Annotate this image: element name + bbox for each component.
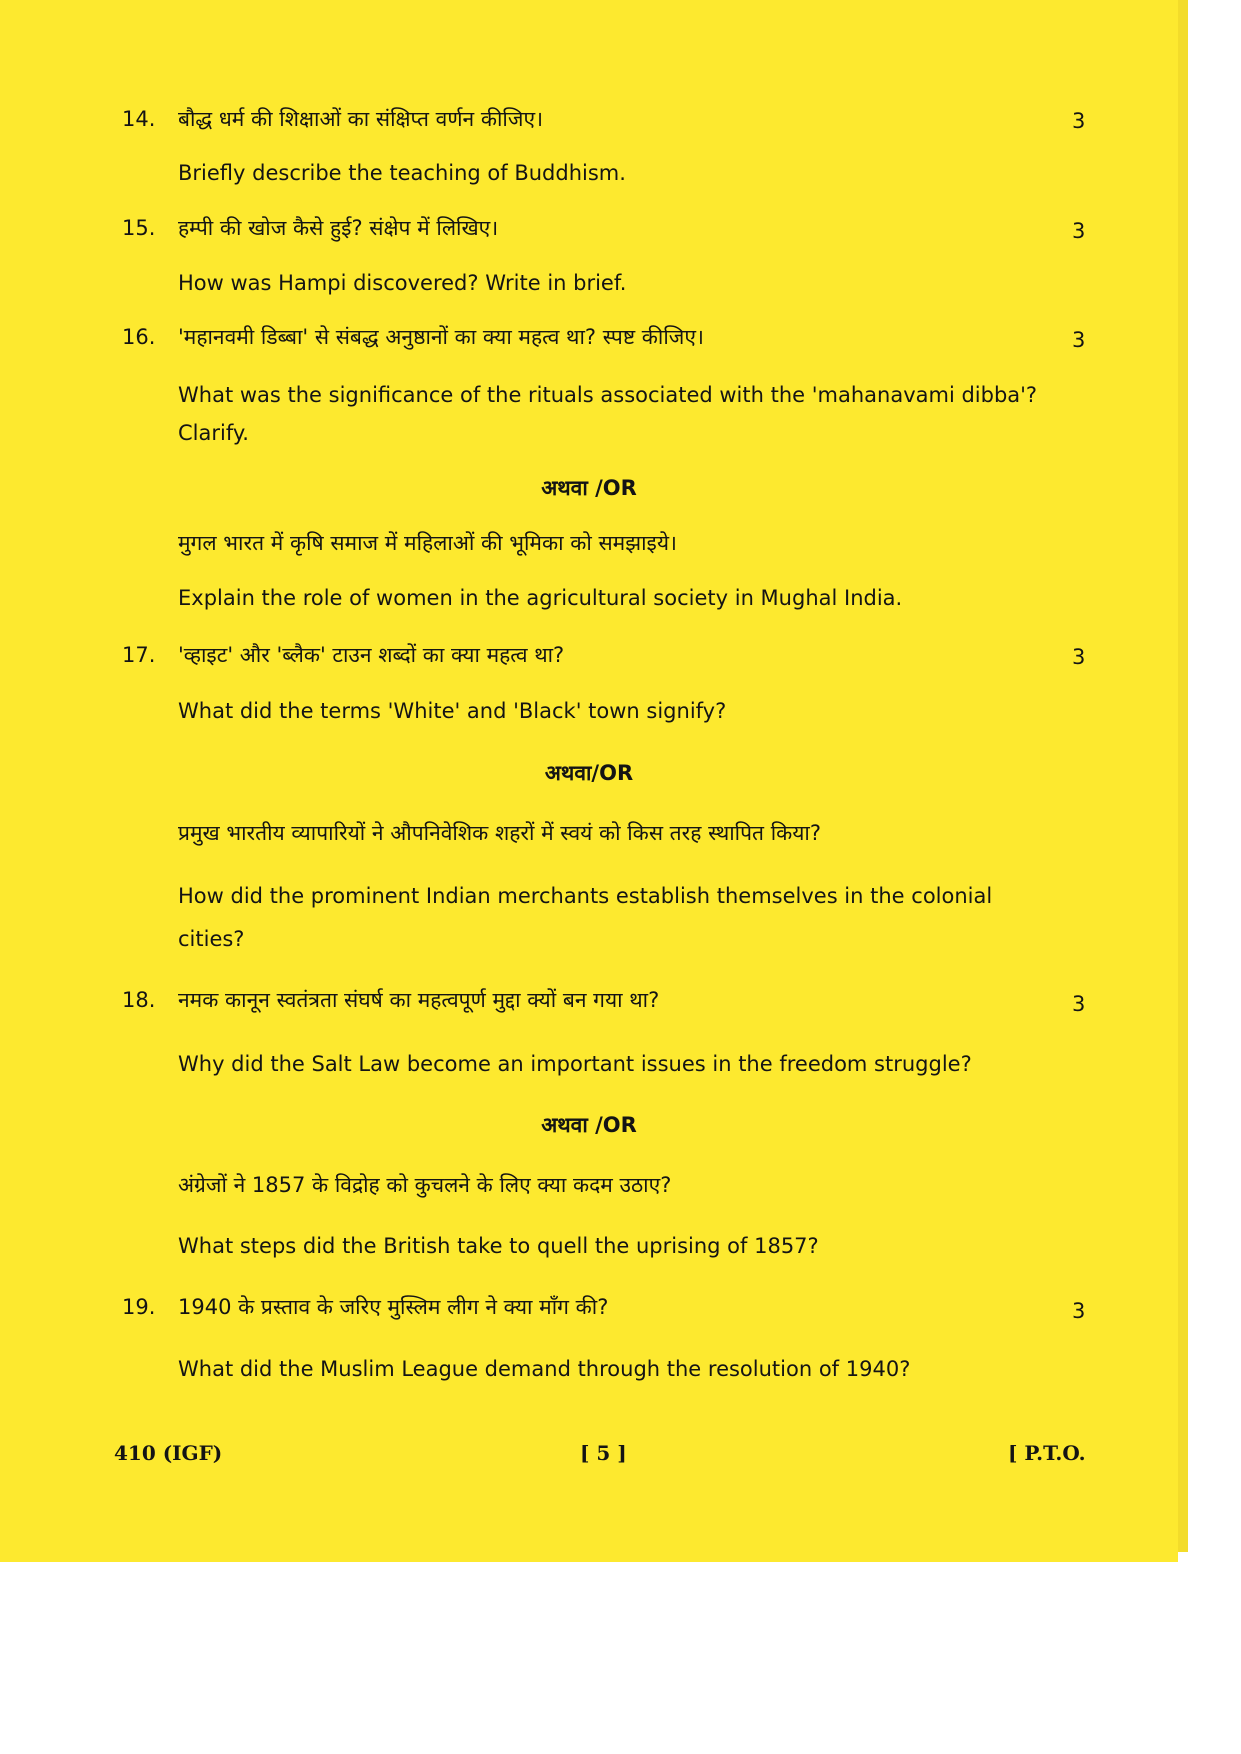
question-number: 16.: [122, 325, 156, 349]
or-separator: अथवा /OR: [541, 476, 637, 500]
question-marks: 3: [1072, 109, 1086, 133]
page-number: [ 5 ]: [580, 1441, 627, 1465]
please-turn-over: [ P.T.O.: [1008, 1441, 1086, 1465]
alternative-question-english: How did the prominent Indian merchants establish themselves in the colonial: [178, 884, 993, 908]
question-hindi: बौद्ध धर्म की शिक्षाओं का संक्षिप्त वर्णन कीजिए।: [178, 107, 544, 131]
question-number: 14.: [122, 107, 156, 131]
alternative-question-english-cont: cities?: [178, 927, 245, 951]
question-english-cont: Clarify.: [178, 421, 249, 445]
question-english: What did the terms 'White' and 'Black' town signify?: [178, 699, 727, 723]
question-hindi: 'व्हाइट' और 'ब्लैक' टाउन शब्दों का क्या महत्व था?: [178, 643, 565, 667]
question-hindi: 'महानवमी डिब्बा' से संबद्ध अनुष्ठानों का क्या महत्व था? स्पष्ट कीजिए।: [178, 325, 704, 349]
question-number: 18.: [122, 988, 156, 1012]
question-number: 15.: [122, 216, 156, 240]
question-hindi: हम्पी की खोज कैसे हुई? संक्षेप में लिखिए।: [178, 216, 499, 240]
paper-edge-shadow: [1178, 0, 1188, 1552]
question-english: Briefly describe the teaching of Buddhism.: [178, 161, 626, 185]
question-number: 17.: [122, 643, 156, 667]
or-separator: अथवा/OR: [544, 761, 634, 785]
question-hindi: नमक कानून स्वतंत्रता संघर्ष का महत्वपूर्ण मुद्दा क्यों बन गया था?: [178, 988, 660, 1012]
alternative-question-hindi: मुगल भारत में कृषि समाज में महिलाओं की भूमिका को समझाइये।: [178, 531, 677, 555]
question-english: What was the significance of the rituals associated with the 'mahanavami dibba'?: [178, 383, 1038, 407]
or-separator: अथवा /OR: [541, 1113, 637, 1137]
question-english: How was Hampi discovered? Write in brief.: [178, 271, 627, 295]
alternative-question-hindi: प्रमुख भारतीय व्यापारियों ने औपनिवेशिक शहरों में स्वयं को किस तरह स्थापित किया?: [178, 821, 822, 845]
alternative-question-english: Explain the role of women in the agricultural society in Mughal India.: [178, 586, 903, 610]
question-marks: 3: [1072, 219, 1086, 243]
question-english: Why did the Salt Law become an important issues in the freedom struggle?: [178, 1052, 972, 1076]
question-hindi: 1940 के प्रस्ताव के जरिए मुस्लिम लीग ने क्या माँग की?: [178, 1295, 609, 1319]
question-number: 19.: [122, 1295, 156, 1319]
question-marks: 3: [1072, 328, 1086, 352]
question-english: What did the Muslim League demand through the resolution of 1940?: [178, 1357, 911, 1381]
paper-code: 410 (IGF): [114, 1441, 223, 1465]
question-marks: 3: [1072, 645, 1086, 669]
alternative-question-english: What steps did the British take to quell the uprising of 1857?: [178, 1234, 819, 1258]
question-marks: 3: [1072, 1299, 1086, 1323]
question-marks: 3: [1072, 992, 1086, 1016]
alternative-question-hindi: अंग्रेजों ने 1857 के विद्रोह को कुचलने के लिए क्या कदम उठाए?: [178, 1173, 672, 1197]
